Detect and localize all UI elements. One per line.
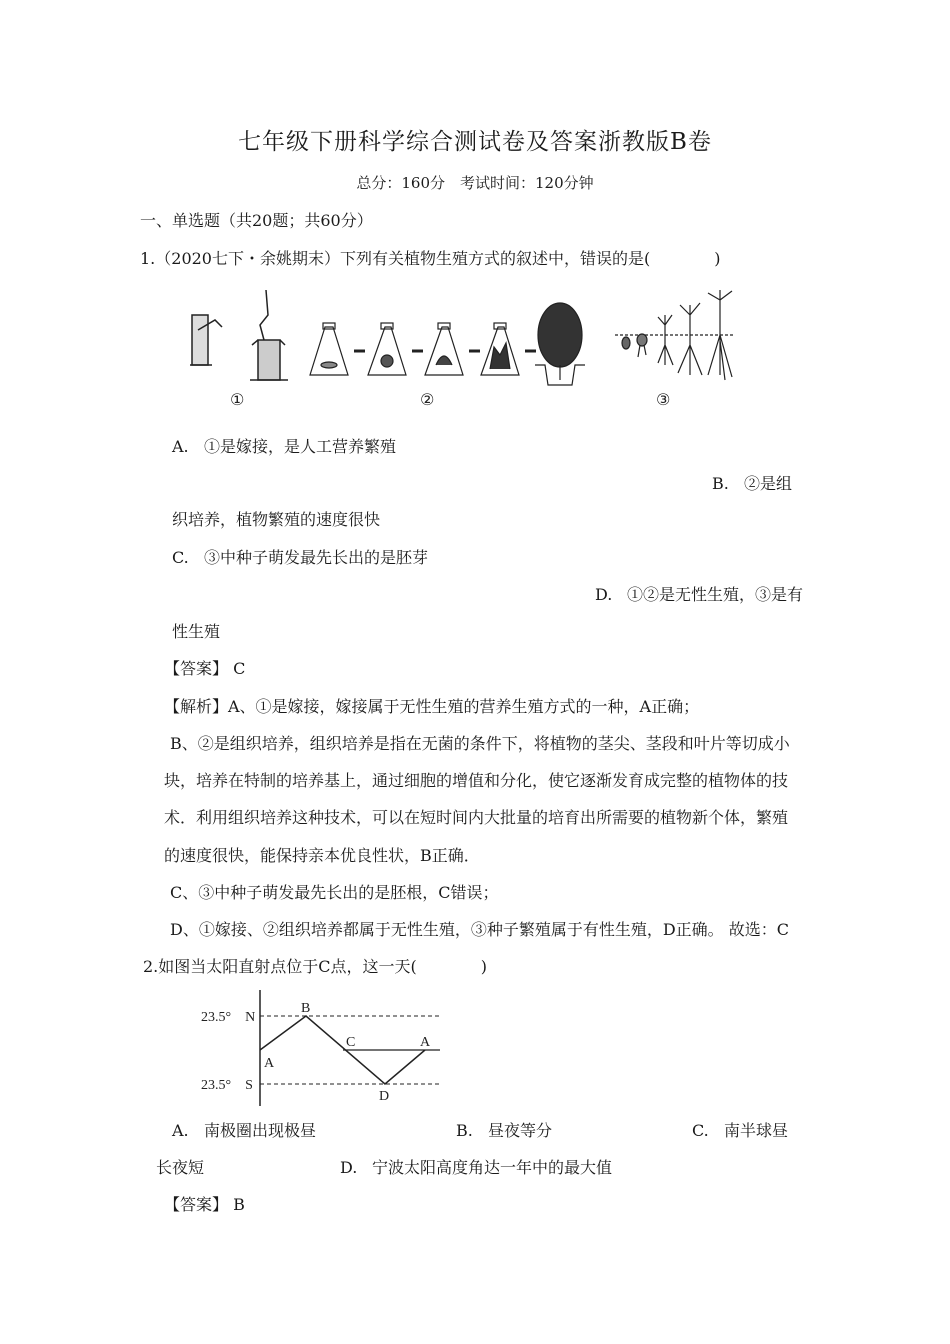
option-label: B.: [712, 474, 729, 493]
q1-option-c: [172, 547, 428, 569]
option-label: C.: [692, 1121, 709, 1140]
option-text: 南极圈出现极昼: [204, 1121, 317, 1140]
option-label: C.: [172, 548, 189, 567]
option-text: ①是嫁接，是人工营养繁殖: [204, 437, 397, 456]
q2-answer: 【答案】 B: [164, 1195, 245, 1214]
q1-answer: 【答案】 C: [164, 659, 246, 678]
figure-label-1: ①: [230, 390, 245, 409]
point-c: C: [346, 1035, 356, 1050]
q1-figure: [180, 285, 760, 410]
grafting-illustration: [190, 290, 288, 380]
option-text: ①②是无性生殖，③是有: [627, 585, 804, 604]
option-label: A.: [172, 437, 189, 456]
q1-analysis-line: D、①嫁接、②组织培养都属于无性生殖，③种子繁殖属于有性生殖，D正确。 故选：C: [170, 920, 789, 939]
option-text: 宁波太阳高度角达一年中的最大值: [372, 1158, 613, 1177]
option-label: D.: [340, 1158, 358, 1177]
q1-option-d-cont: 性生殖: [172, 622, 221, 641]
s-label: 23.5° S: [201, 1078, 253, 1093]
section-heading: 一、单选题（共20题；共60分）: [140, 211, 373, 230]
q1-option-d: [595, 584, 803, 606]
option-text: 昼夜等分: [488, 1121, 553, 1140]
q1-analysis-line: 的速度很快，能保持亲本优良性状，B正确．: [164, 846, 480, 865]
point-a-start: A: [264, 1056, 275, 1071]
q2-stem: 2.如图当太阳直射点位于C点，这一天( ): [143, 957, 487, 976]
q1-option-a: [172, 436, 396, 458]
option-text: 南半球昼: [724, 1121, 789, 1140]
q2-option-a: [172, 1120, 316, 1142]
q2-option-d: [340, 1157, 612, 1179]
page-title: 七年级下册科学综合测试卷及答案浙教版B卷: [238, 129, 712, 155]
q2-option-b: [456, 1120, 552, 1142]
q1-analysis-line: B、②是组织培养，组织培养是指在无菌的条件下，将植物的茎尖、茎段和叶片等切成小: [170, 734, 790, 753]
q2-option-c: [692, 1120, 788, 1142]
option-text: ②是组: [744, 474, 793, 493]
point-d: D: [379, 1089, 390, 1104]
q1-stem: 1.（2020七下・余姚期末）下列有关植物生殖方式的叙述中，错误的是( ): [140, 249, 721, 268]
q1-option-b: [712, 473, 792, 495]
point-a-end: A: [420, 1035, 431, 1050]
seed-germination-illustration: [615, 290, 735, 380]
q1-analysis-line: C、③中种子萌发最先长出的是胚根，C错误；: [170, 883, 499, 902]
option-text: ③中种子萌发最先长出的是胚芽: [204, 548, 429, 567]
q2-sun-direct-point-chart: [195, 988, 445, 1106]
exam-meta: 总分：160分 考试时间：120分钟: [356, 174, 594, 192]
n-label: 23.5° N: [201, 1010, 256, 1025]
q1-option-b-cont: 织培养，植物繁殖的速度很快: [172, 510, 381, 529]
option-label: B.: [456, 1121, 473, 1140]
q1-analysis-line: 块，培养在特制的培养基上，通过细胞的增值和分化，使它逐渐发育成完整的植物体的技: [164, 771, 789, 790]
point-b: B: [301, 1001, 311, 1016]
q1-analysis-line: 术．利用组织培养这种技术，可以在短时间内大批量的培育出所需要的植物新个体，繁殖: [164, 808, 789, 827]
figure-label-3: ③: [656, 390, 671, 409]
option-label: A.: [172, 1121, 189, 1140]
option-label: D.: [595, 585, 613, 604]
q2-option-c-cont: 长夜短: [156, 1158, 205, 1177]
figure-label-2: ②: [420, 390, 435, 409]
tissue-culture-illustration: [310, 303, 585, 385]
q1-analysis-line: 【解析】A、①是嫁接，嫁接属于无性生殖的营养生殖方式的一种，A正确；: [164, 697, 700, 716]
